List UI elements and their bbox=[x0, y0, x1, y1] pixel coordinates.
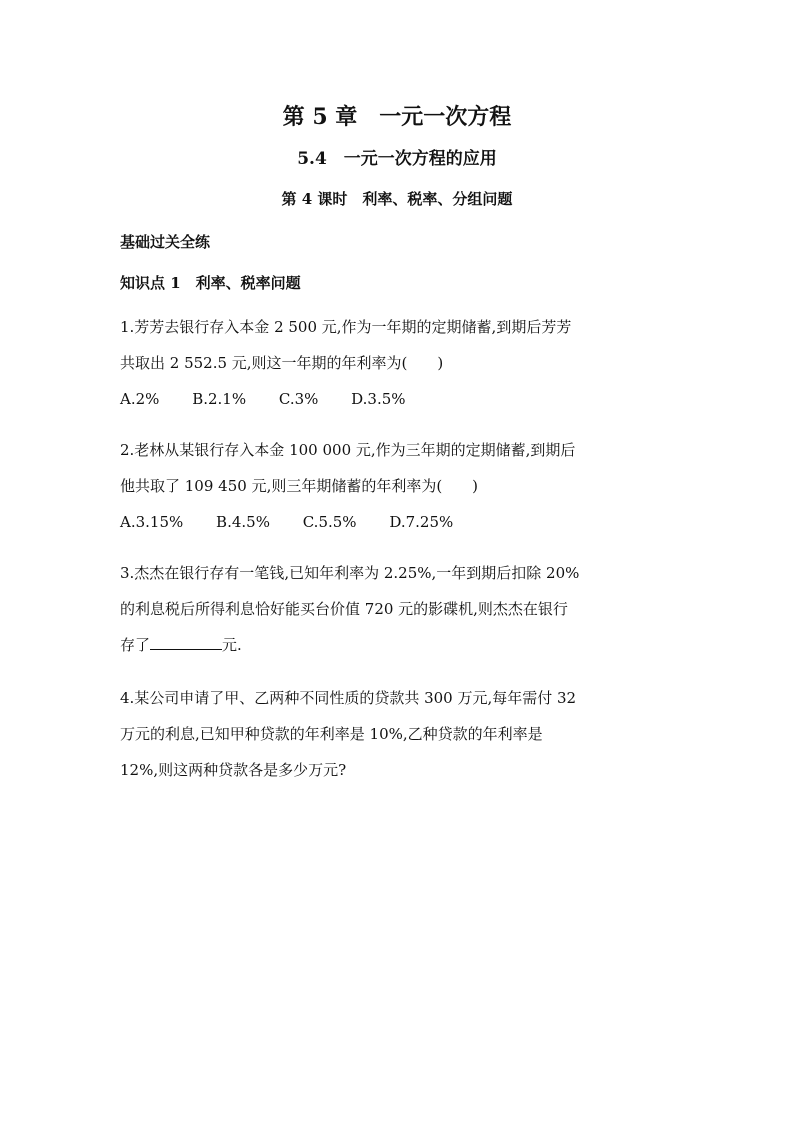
question-text-line: 12%,则这两种贷款各是多少万元? bbox=[120, 761, 347, 779]
option-a: A.2% bbox=[120, 390, 160, 408]
question-3 bbox=[120, 555, 680, 663]
question-text-line: 4.某公司申请了甲、乙两种不同性质的贷款共 300 万元,每年需付 32 bbox=[120, 689, 577, 707]
answer-options bbox=[120, 504, 680, 540]
section-title: 5.4 一元一次方程的应用 bbox=[297, 149, 497, 169]
question-4 bbox=[120, 680, 680, 788]
question-text-line: 共取出 2 552.5 元,则这一年期的年利率为( ) bbox=[120, 354, 444, 372]
question-text-line: 1.芳芳去银行存入本金 2 500 元,作为一年期的定期储蓄,到期后芳芳 bbox=[120, 318, 572, 336]
question-text-line: 他共取了 109 450 元,则三年期储蓄的年利率为( ) bbox=[120, 477, 479, 495]
option-d: D.7.25% bbox=[389, 513, 454, 531]
fill-suffix: 元. bbox=[222, 636, 242, 654]
question-text-line: 2.老林从某银行存入本金 100 000 元,作为三年期的定期储蓄,到期后 bbox=[120, 441, 576, 459]
section-label: 基础过关全练 bbox=[120, 233, 211, 251]
chapter-title: 第 5 章 一元一次方程 bbox=[282, 104, 512, 130]
option-b: B.2.1% bbox=[192, 390, 247, 408]
question-text-line bbox=[120, 627, 680, 663]
question-1 bbox=[120, 309, 680, 417]
option-c: C.3% bbox=[278, 390, 319, 408]
fill-prefix: 存了 bbox=[120, 636, 151, 654]
question-2 bbox=[120, 432, 680, 540]
option-b: B.4.5% bbox=[216, 513, 270, 531]
option-a: A.3.15% bbox=[120, 513, 184, 531]
answer-options bbox=[120, 381, 680, 417]
question-text-line: 的利息税后所得利息恰好能买台价值 720 元的影碟机,则杰杰在银行 bbox=[120, 600, 568, 618]
question-text-line: 3.杰杰在银行存有一笔钱,已知年利率为 2.25%,一年到期后扣除 20% bbox=[120, 564, 580, 582]
knowledge-point-heading: 知识点 1 利率、税率问题 bbox=[120, 274, 301, 292]
question-text-line: 万元的利息,已知甲种贷款的年利率是 10%,乙种贷款的年利率是 bbox=[120, 725, 543, 743]
option-c: C.5.5% bbox=[302, 513, 357, 531]
answer-blank[interactable] bbox=[150, 635, 222, 650]
option-d: D.3.5% bbox=[351, 390, 406, 408]
lesson-title: 第 4 课时 利率、税率、分组问题 bbox=[281, 190, 513, 208]
